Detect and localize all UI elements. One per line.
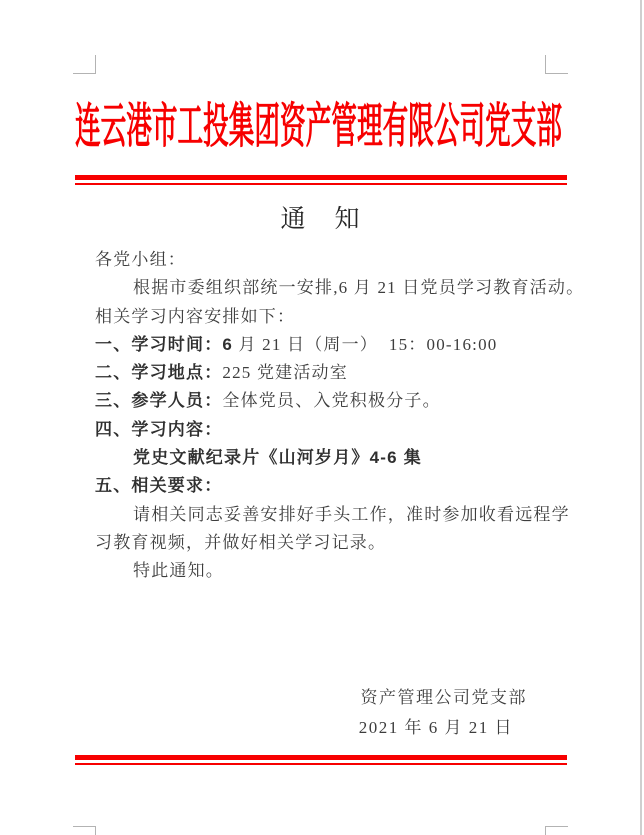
item-participants bbox=[95, 387, 569, 415]
closing-line-1: 请相关同志妥善安排好手头工作，准时参加收看远程学 bbox=[133, 504, 570, 524]
intro-line-1: 根据市委组织部统一安排,6 月 21 日党员学习教育活动。 bbox=[133, 278, 585, 298]
item-study-place bbox=[95, 359, 569, 387]
item-study-content bbox=[95, 416, 569, 444]
text-boundary-mark-top-left bbox=[73, 55, 96, 74]
item-participants-label: 三、参学人员： bbox=[95, 391, 223, 411]
closing-line-3: 特此通知。 bbox=[133, 561, 224, 581]
item-study-time-value: 月 21 日（周一） 15：00-16:00 bbox=[233, 334, 498, 354]
item-study-place-value: 225 党建活动室 bbox=[222, 363, 348, 383]
item-requirements-label: 五、相关要求： bbox=[95, 476, 223, 496]
notice-body bbox=[95, 246, 585, 586]
text-boundary-mark-bottom-right bbox=[545, 826, 568, 835]
text-boundary-mark-bottom-left bbox=[73, 826, 96, 835]
letterhead-org-title: 连云港市工投集团资产管理有限公司党支部 bbox=[75, 100, 563, 153]
salutation: 各党小组： bbox=[95, 250, 186, 269]
item-study-content-label: 四、学习内容： bbox=[95, 419, 223, 439]
text-boundary-mark-top-right bbox=[545, 55, 568, 74]
content-detail bbox=[95, 444, 569, 472]
content-detail-text: 党史文献纪录片《山河岁月》4-6 集 bbox=[133, 448, 422, 468]
item-study-time-label: 一、学习时间：6 bbox=[95, 334, 234, 354]
closing-line-2: 习教育视频，并做好相关学习记录。 bbox=[95, 532, 387, 552]
notice-title: 通 知 bbox=[280, 206, 362, 233]
signature: 资产管理公司党支部 bbox=[360, 688, 527, 707]
letterhead-rule-thin bbox=[75, 183, 567, 185]
item-requirements bbox=[95, 472, 569, 500]
page-right-border bbox=[640, 0, 642, 835]
notice-date: 2021 年 6 月 21 日 bbox=[358, 718, 513, 737]
footer-rule-thin bbox=[75, 763, 567, 765]
item-study-place-label: 二、学习地点： bbox=[95, 363, 223, 383]
item-study-time bbox=[95, 331, 569, 359]
letterhead-rule-thick bbox=[75, 175, 567, 180]
item-participants-value: 全体党员、入党积极分子。 bbox=[222, 391, 441, 411]
letterhead bbox=[75, 99, 567, 159]
intro-line-2: 相关学习内容安排如下： bbox=[95, 306, 296, 326]
footer-rule-thick bbox=[75, 755, 567, 760]
